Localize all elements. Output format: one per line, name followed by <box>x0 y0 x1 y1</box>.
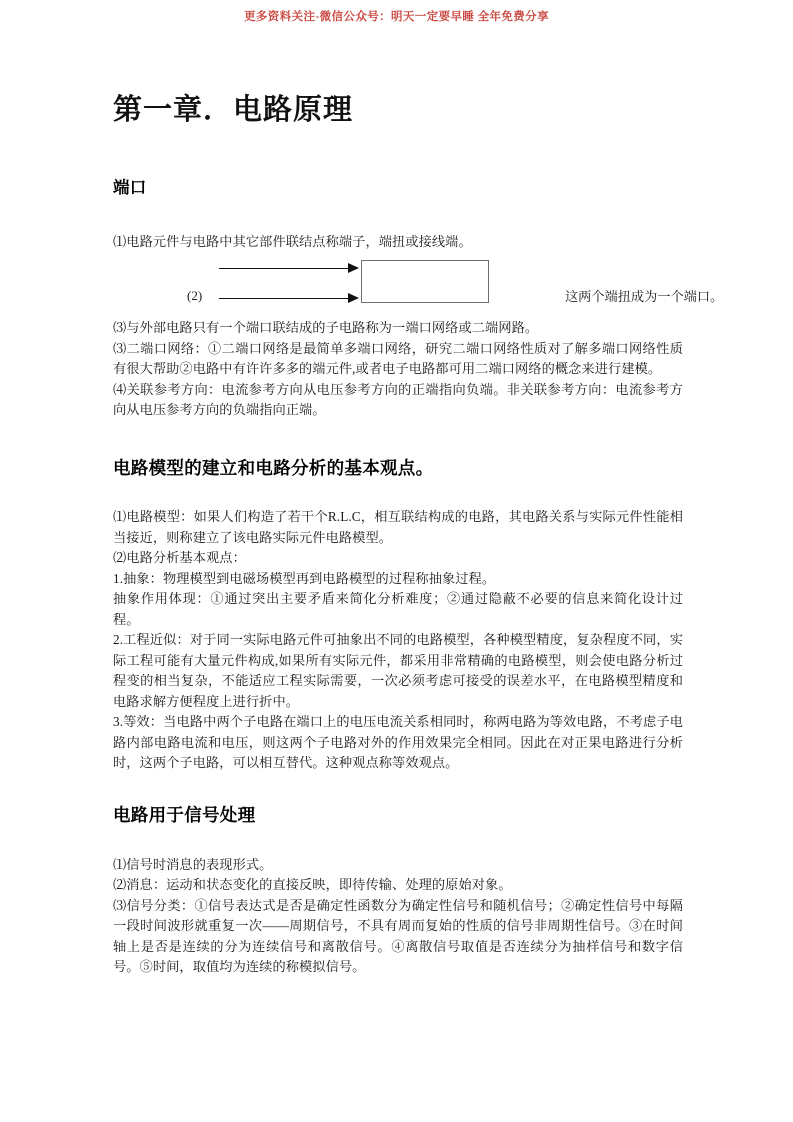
paragraph-signal-1: ⑴信号时消息的表现形式。 <box>113 856 273 872</box>
paragraph-port-4: ⑷关联参考方向：电流参考方向从电压参考方向的正端指向负端。非关联参考方向：电流参考方向从电压参考方向的负端指向正端。 <box>113 381 683 418</box>
circuit-diagram <box>187 258 561 310</box>
paragraph-model-6: 3.等效：当电路中两个子电路在端口上的电压电流关系相同时，称两电路为等效电路，不考虑子电路内部电路电流和电压，则这两个子电路对外的作用效果完全相同。因此在对正果电路进行分析时，这两个子电路，可以相互替代。这种观点称等效观点。 <box>113 714 683 771</box>
paragraph-port-1: ⑴电路元件与电路中其它部件联结点称端子，端扭或接线端。 <box>113 233 472 249</box>
section-heading-signal-processing: 电路用于信号处理 <box>113 804 256 825</box>
figure-label-2: (2) <box>187 288 203 304</box>
section-heading-circuit-model: 电路模型的建立和电路分析的基本观点。 <box>113 457 434 478</box>
paragraph-model-3: 1.抽象：物理模型到电磁场模型再到电路模型的过程称抽象过程。 <box>113 570 496 586</box>
network-box-icon <box>361 260 489 303</box>
figure-two-terminal-port <box>113 258 724 314</box>
section-heading-port: 端口 <box>113 179 147 198</box>
document-content <box>113 92 724 978</box>
paragraph-model-2: ⑵电路分析基本观点： <box>113 550 246 566</box>
lead-line-bottom-icon <box>219 298 349 299</box>
paragraph-model-1: ⑴电路模型：如果人们构造了若干个R.L.C，相互联结构成的电路，其电路关系与实际元件性能相当接近，则称建立了该电路实际元件电路模型。 <box>113 509 683 545</box>
arrow-head-top-icon <box>348 263 359 273</box>
lead-line-top-icon <box>219 268 349 269</box>
watermark-header: 更多资料关注-微信公众号：明天一定要早睡 全年免费分享 <box>243 11 549 23</box>
paragraph-port-3: ⑶二端口网络：①二端口网络是最简单多端口网络，研究二端口网络性质对了解多端口网络性质有很大帮助②电路中有许许多多的端元件,或者电子电路都可用二端口网络的概念来进行建模。 <box>113 340 683 377</box>
figure-caption: 这两个端扭成为一个端口。 <box>565 289 724 305</box>
arrow-head-bottom-icon <box>348 293 359 303</box>
paragraph-model-5: 2.工程近似：对于同一实际电路元件可抽象出不同的电路模型，各种模型精度，复杂程度不同，实际工程可能有大量元件构成,如果所有实际元件，都采用非常精确的电路模型，则会使电路分析过程变的相当复杂，不能适应工程实际需要，一次必须考虑可接受的误差水平，在电路模型精度和电路求解方便程度上进行折中。 <box>113 632 683 709</box>
paragraph-port-2: ⑶与外部电路只有一个端口联结成的子电路称为一端口网络或二端网路。 <box>113 320 539 336</box>
paragraph-signal-3: ⑶信号分类：①信号表达式是否是确定性函数分为确定性信号和随机信号；②确定性信号中每隔一段时间波形就重复一次——周期信号，不具有周而复始的性质的信号非周期性信号。③在时间轴上是否是连续的分为连续信号和离散信号。④离散信号取值是否连续分为抽样信号和数字信号。⑤时间，取值均为连续的称模拟信号。 <box>113 897 683 975</box>
page-title: 第一章．电路原理 <box>113 94 354 126</box>
paragraph-signal-2: ⑵消息：运动和状态变化的直接反映，即待传输、处理的原始对象。 <box>113 877 512 893</box>
paragraph-model-4: 抽象作用体现：①通过突出主要矛盾来简化分析难度；②通过隐蔽不必要的信息来简化设计过程。 <box>113 591 683 627</box>
